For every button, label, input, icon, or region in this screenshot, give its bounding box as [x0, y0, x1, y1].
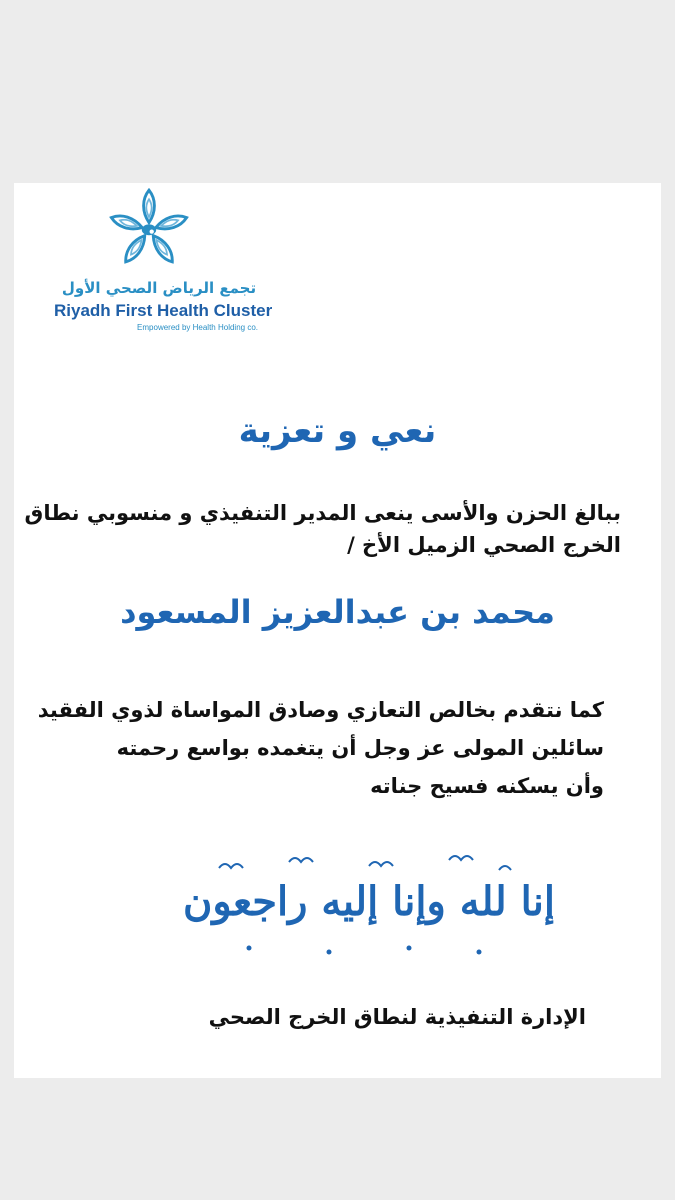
signoff: الإدارة التنفيذية لنطاق الخرج الصحي [208, 1005, 586, 1029]
calligraphy-verse [179, 848, 559, 968]
calligraphy-text: إنا لله وإنا إليه راجعون [182, 878, 556, 925]
logo-tagline: Empowered by Health Holding co. [137, 323, 258, 332]
logo-arabic-name: تجمع الرياض الصحي الأول [61, 279, 257, 297]
announcement-line-1: ببالغ الحزن والأسى ينعى المدير التنفيذي و منسوبي نطاق [24, 501, 621, 525]
logo-english-name: Riyadh First Health Cluster [54, 301, 273, 320]
deceased-name: محمد بن عبدالعزيز المسعود [120, 593, 555, 631]
star-flower-logo-icon [104, 183, 194, 273]
announcement-line-2: الخرج الصحي الزميل الأخ / [347, 533, 621, 557]
condolence-card [14, 183, 661, 1078]
notice-title: نعي و تعزية [238, 411, 437, 451]
condolence-line-2: سائلين المولى عز وجل أن يتغمده بواسع رحمته [116, 736, 604, 760]
condolence-line-1: كما نتقدم بخالص التعازي وصادق المواساة لذوي الفقيد [37, 698, 604, 722]
condolence-line-3: وأن يسكنه فسيح جناته [370, 774, 604, 798]
